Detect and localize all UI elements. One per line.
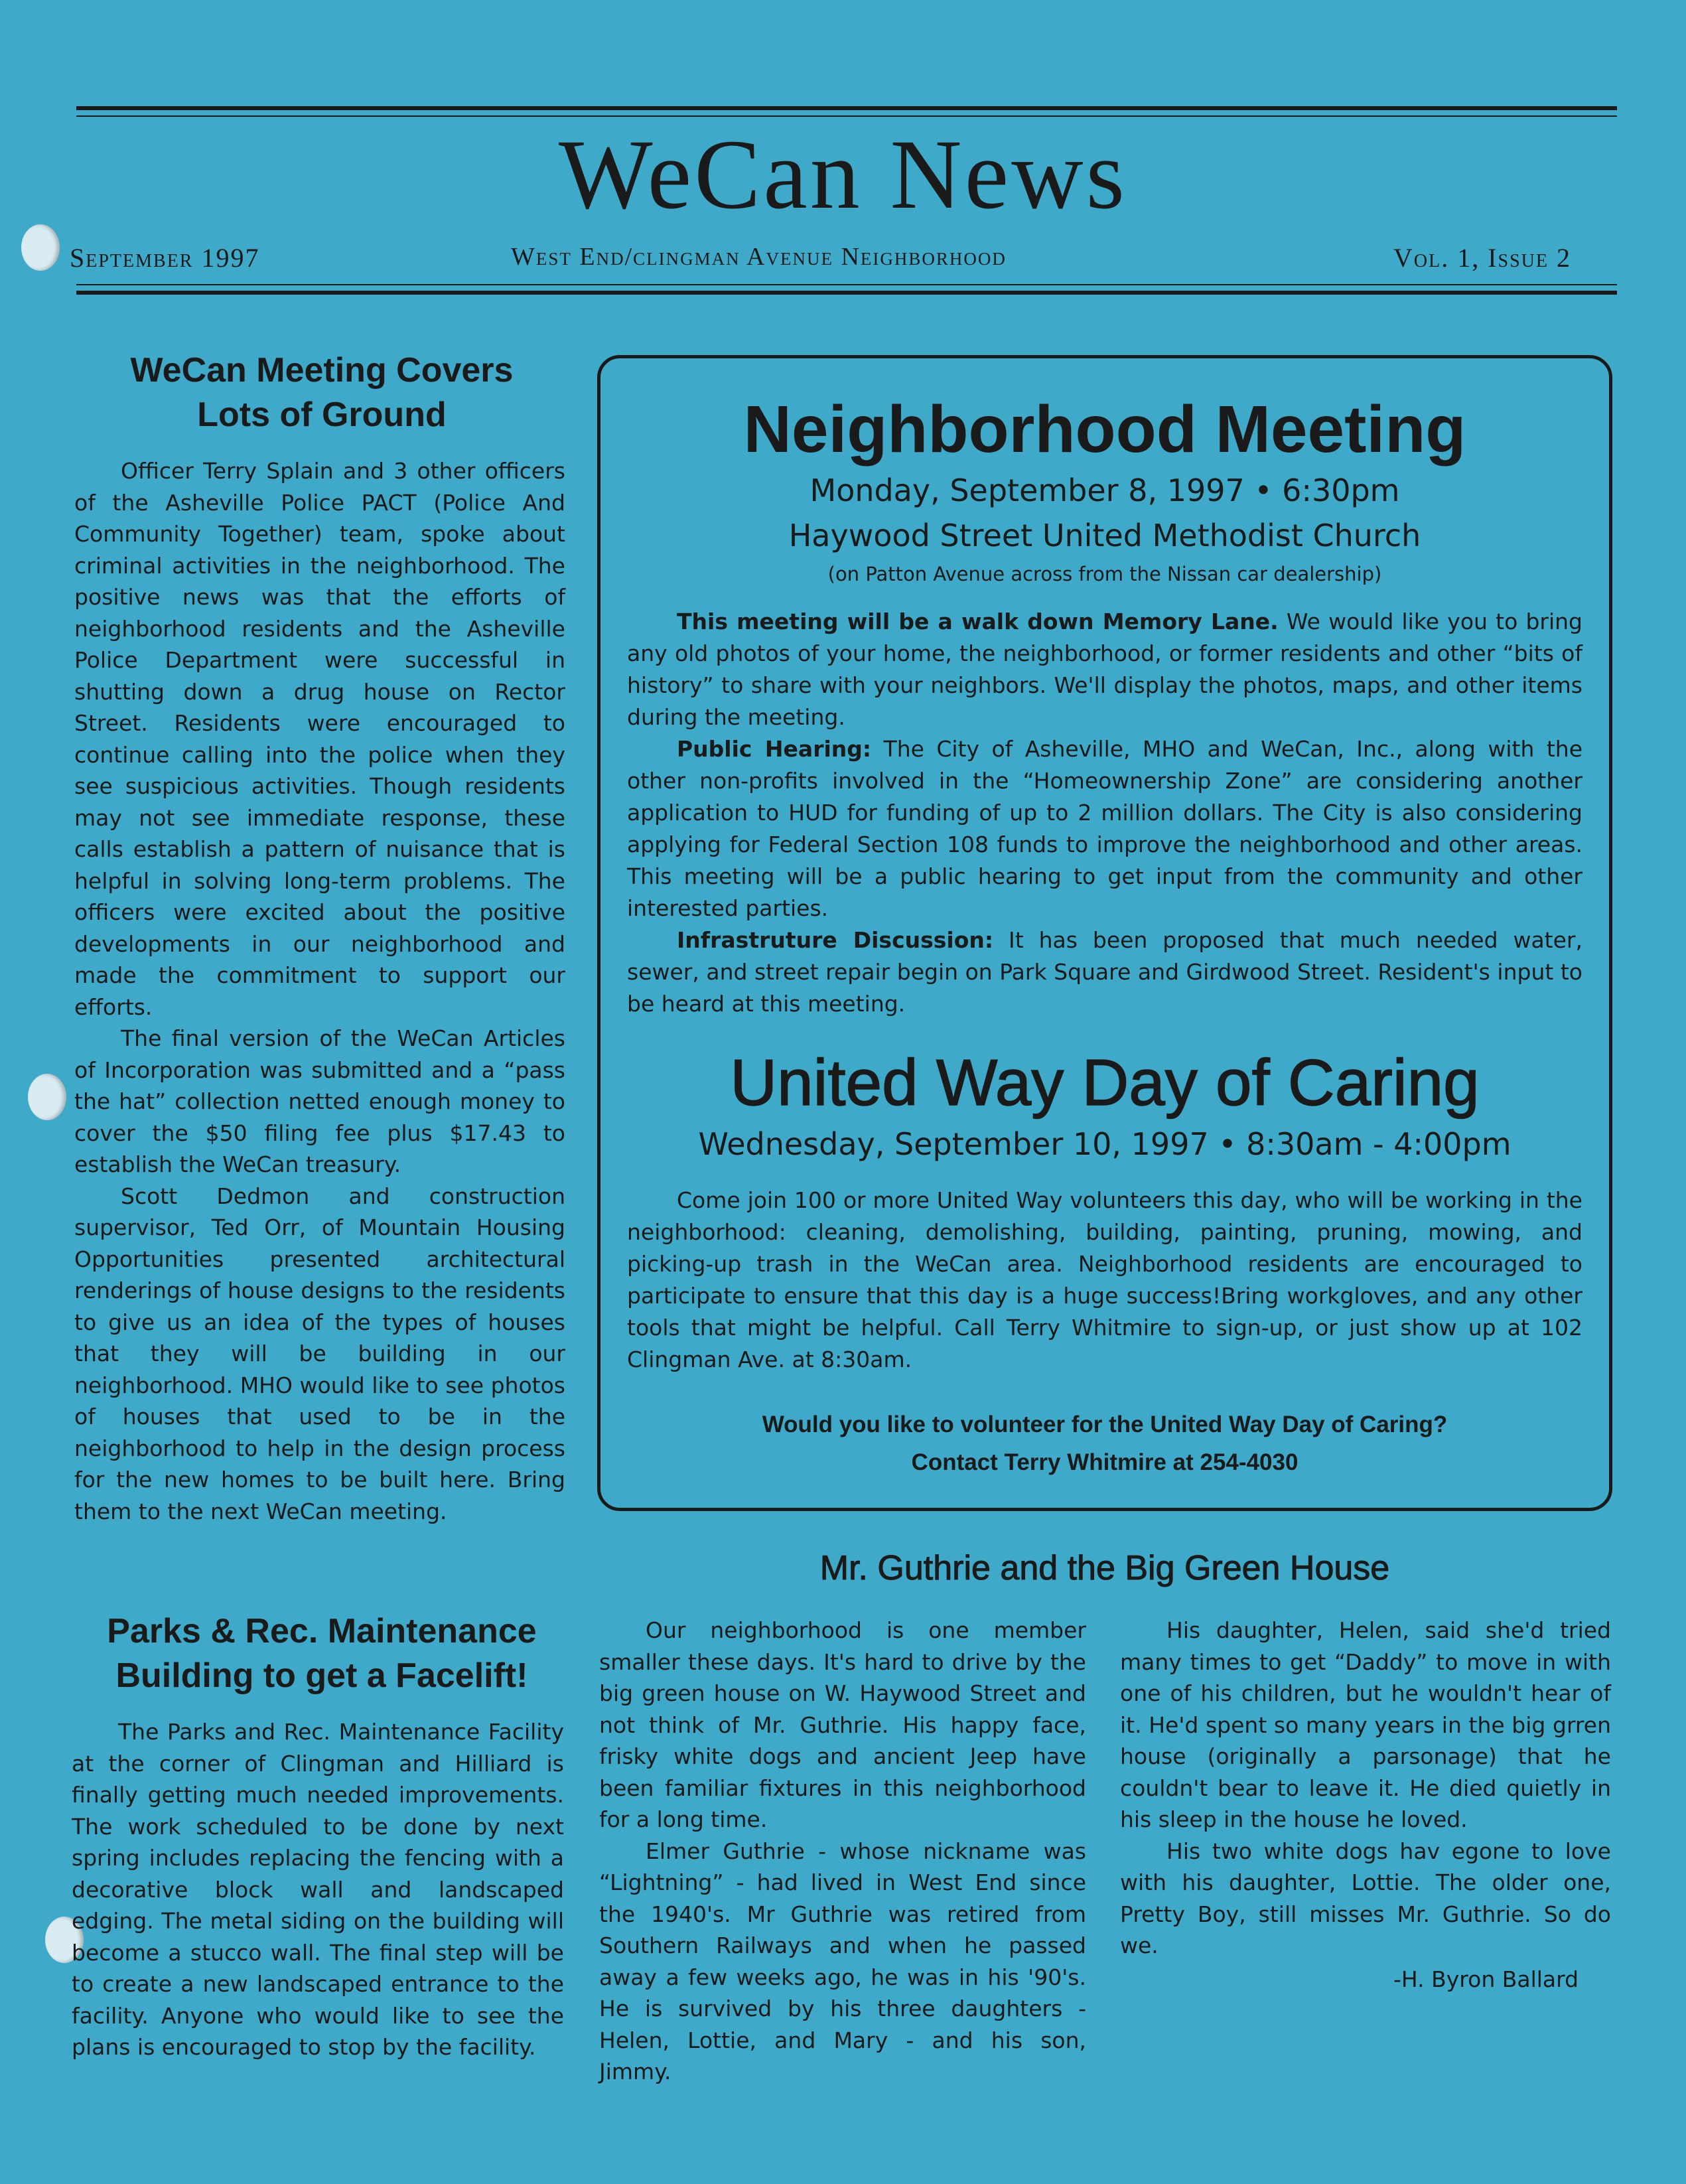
public-hearing-lead: Public Hearing:: [677, 736, 872, 762]
meeting-paragraph-3: Scott Dedmon and construction supervisor, Ted Orr, of Mountain Housing Opportunities presented architectural renderings of house designs to the residents to give us an idea of the types of houses that they will be building in our neighborhood. MHO would like to see photos of houses that used to be in the neighborhood to help in the design process for the new homes to be built here. Bring them to the next WeCan meeting.: [74, 1183, 565, 1524]
masthead-date: September 1997: [70, 243, 260, 273]
neighborhood-meeting-title: Neighborhood Meeting: [743, 392, 1466, 467]
guthrie-paragraph-2: Elmer Guthrie - whose nickname was “Lightning” - had lived in West End since the 1940's. Mr Guthrie was retired from Southern Railways and when he passed away a few weeks ago, he was in his '90's. He is survived by his three daughters - Helen, Lottie, and Mary - and his son, Jimmy.: [599, 1838, 1086, 2084]
meeting-details: [627, 606, 1582, 1020]
parks-heading-line2: Building to get a Facelift!: [115, 1656, 528, 1695]
meeting-article-body: [74, 455, 565, 1527]
memory-lane-text: We would like you to bring any old photos of your home, the neighborhood, or former residents and other “bits of history” to share with your neighbors. We'll display the photos, maps, and other items during the meeting.: [627, 609, 1583, 730]
meeting-paragraph-2: The final version of the WeCan Articles of Incorporation was submitted and a “pass the hat” collection netted enough money to cover the $50 filing fee plus $17.43 to establish the WeCan treasury.: [74, 1025, 565, 1177]
masthead-rule-top: [76, 106, 1617, 110]
meeting-date-time: Monday, September 8, 1997 • 6:30pm: [809, 473, 1400, 508]
infrastructure-text: It has been proposed that much needed water, sewer, and street repair begin on Park Square and Girdwood Street. Resident's input to be heard at this meeting.: [627, 927, 1582, 1017]
parks-heading-line1: Parks & Rec. Maintenance: [107, 1612, 537, 1650]
parks-paragraph-1: The Parks and Rec. Maintenance Facility at the corner of Clingman and Hilliard is finally getting much needed improvements. The work scheduled to be done by next spring includes replacing the fencing with a decorative block wall and landscaped edging. The metal siding on the building will become a stucco wall. The final step will be to create a new landscaped entrance to the facility. Anyone who would like to see the plans is encouraged to stop by the facility.: [72, 1719, 564, 2060]
meeting-article-heading: [66, 348, 577, 437]
guthrie-paragraph-4: His two white dogs hav egone to love with his daughter, Lottie. The older one, Pretty Boy, still misses Mr. Guthrie. So do we.: [1120, 1838, 1611, 1958]
masthead-issue: Vol. 1, Issue 2: [1393, 243, 1571, 273]
public-hearing-paragraph: [627, 733, 1582, 924]
day-of-caring-date-time: Wednesday, September 10, 1997 • 8:30am - 4:00pm: [698, 1126, 1511, 1162]
parks-article-body: [72, 1716, 564, 2063]
punch-hole-top: [21, 224, 60, 271]
meeting-paragraph-1: Officer Terry Splain and 3 other officers of the Asheville Police PACT (Police And Community Together) team, spoke about criminal activities in the neighborhood. The positive news was that the efforts of neighborhood residents and the Asheville Police Department were successful in shutting down a drug house on Rector Street. Residents were encouraged to continue calling into the police when they see suspicious activities. Though residents may not see immediate response, these calls establish a pattern of nuisance that is helpful in solving long-term problems. The officers were excited about the positive developments in our neighborhood and made the commitment to support our efforts.: [74, 458, 565, 1020]
infrastructure-lead: Infrastruture Discussion:: [677, 927, 994, 953]
meeting-location: Haywood Street United Methodist Church: [788, 518, 1421, 553]
masthead-rule-top-thin: [76, 115, 1617, 117]
memory-lane-paragraph: [627, 606, 1582, 733]
guthrie-column-1: [599, 1615, 1086, 2088]
volunteer-callout-line2: Contact Terry Whitmire at 254-4030: [911, 1449, 1299, 1475]
punch-hole-middle: [28, 1074, 66, 1120]
volunteer-callout-line1: Would you like to volunteer for the United Way Day of Caring?: [762, 1412, 1448, 1437]
day-of-caring-details: [627, 1185, 1582, 1376]
parks-article-heading: [66, 1609, 577, 1698]
day-of-caring-paragraph: Come join 100 or more United Way volunteers this day, who will be working in the neighborhood: cleaning, demolishing, building, painting, pruning, mowing, and picking-up trash in the WeCan area. Neighborhood residents are encouraged to participate to ensure that this day is a huge success!Bring workgloves, and any other tools that might be helpful. Call Terry Whitmire to sign-up, or just show up at 102 Clingman Ave. at 8:30am.: [627, 1187, 1582, 1372]
guthrie-paragraph-1: Our neighborhood is one member smaller these days. It's hard to drive by the big green house on W. Haywood Street and not think of Mr. Guthrie. His happy face, frisky white dogs and ancient Jeep have been familiar fixtures in this neighborhood for a long time.: [599, 1617, 1086, 1832]
meeting-heading-line1: WeCan Meeting Covers: [130, 351, 514, 390]
day-of-caring-title: United Way Day of Caring: [730, 1046, 1480, 1119]
masthead-rule-bottom-thin: [76, 284, 1617, 285]
volunteer-callout: [597, 1406, 1612, 1481]
guthrie-paragraph-3: His daughter, Helen, said she'd tried many times to get “Daddy” to move in with one of his children, but he wouldn't hear of it. He'd spent so many years in the big grren house (originally a parsonage) that he couldn't bear to leave it. He died quietly in his sleep in the house he loved.: [1120, 1617, 1611, 1832]
guthrie-column-2: [1120, 1615, 1611, 1962]
guthrie-byline: -H. Byron Ballard: [1393, 1966, 1579, 1992]
public-hearing-text: The City of Asheville, MHO and WeCan, Inc., along with the other non-profits involved in the “Homeownership Zone” are considering another application to HUD for funding of up to 2 million dollars. The City is also considering applying for Federal Section 108 funds to improve the neighborhood and other areas. This meeting will be a public hearing to get input from the community and other interested parties.: [627, 736, 1582, 921]
infrastructure-paragraph: [627, 924, 1582, 1020]
masthead-rule-bottom: [76, 291, 1617, 295]
guthrie-article-heading: Mr. Guthrie and the Big Green House: [819, 1549, 1390, 1587]
memory-lane-lead: This meeting will be a walk down Memory Lane.: [677, 609, 1279, 634]
masthead-subtitle: West End/clingman Avenue Neighborhood: [511, 243, 1007, 271]
meeting-location-note: (on Patton Avenue across from the Nissan car dealership): [827, 563, 1382, 585]
masthead-title: WeCan News: [559, 119, 1127, 230]
meeting-heading-line2: Lots of Ground: [197, 395, 447, 434]
